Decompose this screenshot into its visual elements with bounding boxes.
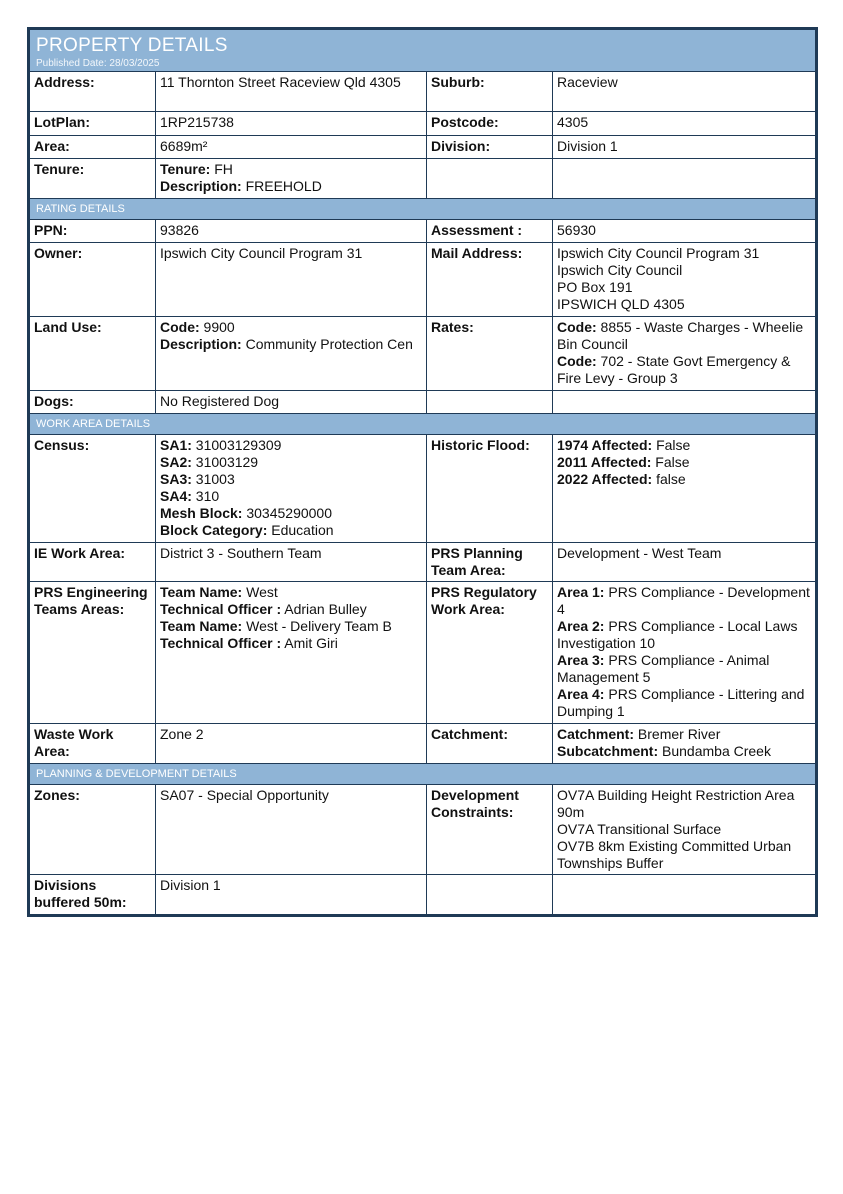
flood-val: False xyxy=(652,437,691,453)
catchment-val: Bremer River xyxy=(634,726,721,742)
row-census xyxy=(30,435,816,543)
mail-value xyxy=(553,243,816,317)
row-address xyxy=(30,72,816,112)
census-line xyxy=(160,505,423,522)
flood-line xyxy=(557,454,812,471)
prs-eng-val: Adrian Bulley xyxy=(281,601,367,617)
prs-reg-line xyxy=(557,618,812,652)
row-lotplan xyxy=(30,112,816,136)
prs-eng-line xyxy=(160,635,423,652)
prs-reg-line xyxy=(557,652,812,686)
landuse-desc-key: Description: xyxy=(160,336,242,352)
constraint-line: OV7A Transitional Surface xyxy=(557,821,722,837)
tenure-desc-val: FREEHOLD xyxy=(241,178,322,194)
ppn-value: 93826 xyxy=(156,220,427,243)
mail-line: PO Box 191 xyxy=(557,279,633,295)
page-title: PROPERTY DETAILS xyxy=(36,35,228,56)
prs-eng-line xyxy=(160,618,423,635)
rates-code-val: 702 - State Govt Emergency & Fire Levy - Group 3 xyxy=(557,353,791,386)
division-value: Division 1 xyxy=(553,136,816,159)
section-planning xyxy=(30,764,816,785)
tenure-line xyxy=(160,161,423,178)
lotplan-value: 1RP215738 xyxy=(156,112,427,136)
prs-reg-value xyxy=(553,582,816,724)
address-value: 11 Thornton Street Raceview Qld 4305 xyxy=(156,72,427,112)
prs-reg-key: Area 2: xyxy=(557,618,605,634)
mail-line: Ipswich City Council xyxy=(557,262,683,278)
census-key: Mesh Block: xyxy=(160,505,243,521)
title-cell xyxy=(30,30,816,72)
landuse-code-line xyxy=(160,319,423,336)
census-key: Block Category: xyxy=(160,522,268,538)
prs-planning-label: PRS Planning Team Area: xyxy=(427,543,553,582)
census-key: SA2: xyxy=(160,454,192,470)
landuse-desc-line xyxy=(160,336,423,353)
prs-reg-line xyxy=(557,584,812,618)
postcode-label: Postcode: xyxy=(427,112,553,136)
prs-eng-key: Technical Officer : xyxy=(160,635,282,651)
catchment-key: Catchment: xyxy=(557,726,635,742)
census-line xyxy=(160,471,423,488)
rates-value xyxy=(553,317,816,391)
dogs-value: No Registered Dog xyxy=(156,391,427,414)
section-work-title: WORK AREA DETAILS xyxy=(30,414,816,435)
flood-val: false xyxy=(652,471,686,487)
flood-val: False xyxy=(651,454,690,470)
census-line xyxy=(160,454,423,471)
flood-line xyxy=(557,437,812,454)
subcatchment-line xyxy=(557,743,812,760)
zones-label: Zones: xyxy=(30,785,156,875)
row-owner xyxy=(30,243,816,317)
section-work xyxy=(30,414,816,435)
mail-line: IPSWICH QLD 4305 xyxy=(557,296,685,312)
address-label: Address: xyxy=(30,72,156,112)
census-val: 310 xyxy=(191,488,220,504)
owner-label: Owner: xyxy=(30,243,156,317)
census-val: Education xyxy=(267,522,334,538)
rates-line xyxy=(557,353,812,387)
flood-label: Historic Flood: xyxy=(427,435,553,543)
row-prs xyxy=(30,582,816,724)
divbuf-label: Divisions buffered 50m: xyxy=(30,875,156,915)
area-value: 6689m² xyxy=(156,136,427,159)
census-val: 31003 xyxy=(191,471,235,487)
prs-reg-key: Area 1: xyxy=(557,584,605,600)
prs-eng-val: West - Delivery Team B xyxy=(242,618,392,634)
census-line xyxy=(160,488,423,505)
published-date: Published Date: 28/03/2025 xyxy=(36,58,160,69)
prs-reg-key: Area 3: xyxy=(557,652,605,668)
prs-reg-line xyxy=(557,686,812,720)
property-details-sheet xyxy=(27,27,818,917)
census-val: 30345290000 xyxy=(242,505,333,521)
postcode-value: 4305 xyxy=(553,112,816,136)
ie-value: District 3 - Southern Team xyxy=(156,543,427,582)
landuse-desc-val: Community Protection Cen xyxy=(241,336,413,352)
landuse-value xyxy=(156,317,427,391)
prs-eng-val: Amit Giri xyxy=(281,635,338,651)
rates-label: Rates: xyxy=(427,317,553,391)
census-key: SA1: xyxy=(160,437,192,453)
prs-eng-label: PRS Engineering Teams Areas: xyxy=(30,582,156,724)
constraints-label: Development Constraints: xyxy=(427,785,553,875)
constraints-value xyxy=(553,785,816,875)
rates-code-val: 8855 - Waste Charges - Wheelie Bin Council xyxy=(557,319,804,352)
census-val: 31003129 xyxy=(191,454,259,470)
row-dogs xyxy=(30,391,816,414)
prs-eng-line xyxy=(160,601,423,618)
lotplan-label: LotPlan: xyxy=(30,112,156,136)
prs-eng-key: Technical Officer : xyxy=(160,601,282,617)
rates-code-key: Code: xyxy=(557,319,597,335)
divbuf-value: Division 1 xyxy=(156,875,427,915)
row-ppn xyxy=(30,220,816,243)
census-key: SA4: xyxy=(160,488,192,504)
tenure-desc-key: Description: xyxy=(160,178,242,194)
landuse-code-key: Code: xyxy=(160,319,200,335)
empty-cell xyxy=(553,159,816,199)
catchment-value xyxy=(553,724,816,764)
census-val: 31003129309 xyxy=(191,437,282,453)
prs-eng-val: West xyxy=(242,584,278,600)
prs-eng-value xyxy=(156,582,427,724)
suburb-value: Raceview xyxy=(553,72,816,112)
subcatchment-val: Bundamba Creek xyxy=(658,743,771,759)
row-divbuf xyxy=(30,875,816,915)
empty-cell xyxy=(553,391,816,414)
prs-reg-label: PRS Regulatory Work Area: xyxy=(427,582,553,724)
row-area xyxy=(30,136,816,159)
assessment-value: 56930 xyxy=(553,220,816,243)
flood-value xyxy=(553,435,816,543)
empty-cell xyxy=(553,875,816,915)
rates-code-key: Code: xyxy=(557,353,597,369)
census-line xyxy=(160,437,423,454)
catchment-line xyxy=(557,726,812,743)
waste-label: Waste Work Area: xyxy=(30,724,156,764)
owner-value: Ipswich City Council Program 31 xyxy=(156,243,427,317)
empty-cell xyxy=(427,391,553,414)
empty-cell xyxy=(427,159,553,199)
empty-cell xyxy=(427,875,553,915)
constraint-line: OV7A Building Height Restriction Area 90m xyxy=(557,787,795,820)
dogs-label: Dogs: xyxy=(30,391,156,414)
census-key: SA3: xyxy=(160,471,192,487)
row-zones xyxy=(30,785,816,875)
rates-line xyxy=(557,319,812,353)
property-details-table xyxy=(29,29,816,915)
section-rating xyxy=(30,199,816,220)
mail-label: Mail Address: xyxy=(427,243,553,317)
census-line xyxy=(160,522,423,539)
landuse-label: Land Use: xyxy=(30,317,156,391)
section-rating-title: RATING DETAILS xyxy=(30,199,816,220)
tenure-val: FH xyxy=(210,161,233,177)
census-value xyxy=(156,435,427,543)
tenure-key: Tenure: xyxy=(160,161,211,177)
prs-eng-line xyxy=(160,584,423,601)
census-label: Census: xyxy=(30,435,156,543)
constraint-line: OV7B 8km Existing Committed Urban Townships Buffer xyxy=(557,838,792,871)
row-tenure xyxy=(30,159,816,199)
row-ie xyxy=(30,543,816,582)
tenure-desc-line xyxy=(160,178,423,195)
waste-value: Zone 2 xyxy=(156,724,427,764)
assessment-label: Assessment : xyxy=(427,220,553,243)
prs-eng-key: Team Name: xyxy=(160,618,243,634)
row-waste xyxy=(30,724,816,764)
area-label: Area: xyxy=(30,136,156,159)
prs-eng-key: Team Name: xyxy=(160,584,243,600)
prs-reg-val: PRS Compliance - Local Laws Investigation 10 xyxy=(557,618,798,651)
tenure-value xyxy=(156,159,427,199)
title-row xyxy=(30,30,816,72)
catchment-label: Catchment: xyxy=(427,724,553,764)
mail-line: Ipswich City Council Program 31 xyxy=(557,245,760,261)
ie-label: IE Work Area: xyxy=(30,543,156,582)
flood-key: 1974 Affected: xyxy=(557,437,653,453)
section-planning-title: PLANNING & DEVELOPMENT DETAILS xyxy=(30,764,816,785)
tenure-label: Tenure: xyxy=(30,159,156,199)
suburb-label: Suburb: xyxy=(427,72,553,112)
prs-planning-value: Development - West Team xyxy=(553,543,816,582)
prs-reg-val: PRS Compliance - Animal Management 5 xyxy=(557,652,770,685)
division-label: Division: xyxy=(427,136,553,159)
subcatchment-key: Subcatchment: xyxy=(557,743,659,759)
prs-reg-key: Area 4: xyxy=(557,686,605,702)
prs-reg-val: PRS Compliance - Littering and Dumping 1 xyxy=(557,686,805,719)
row-landuse xyxy=(30,317,816,391)
zones-value: SA07 - Special Opportunity xyxy=(156,785,427,875)
flood-key: 2011 Affected: xyxy=(557,454,652,470)
ppn-label: PPN: xyxy=(30,220,156,243)
flood-line xyxy=(557,471,812,488)
landuse-code-val: 9900 xyxy=(199,319,235,335)
prs-reg-val: PRS Compliance - Development 4 xyxy=(557,584,810,617)
flood-key: 2022 Affected: xyxy=(557,471,653,487)
